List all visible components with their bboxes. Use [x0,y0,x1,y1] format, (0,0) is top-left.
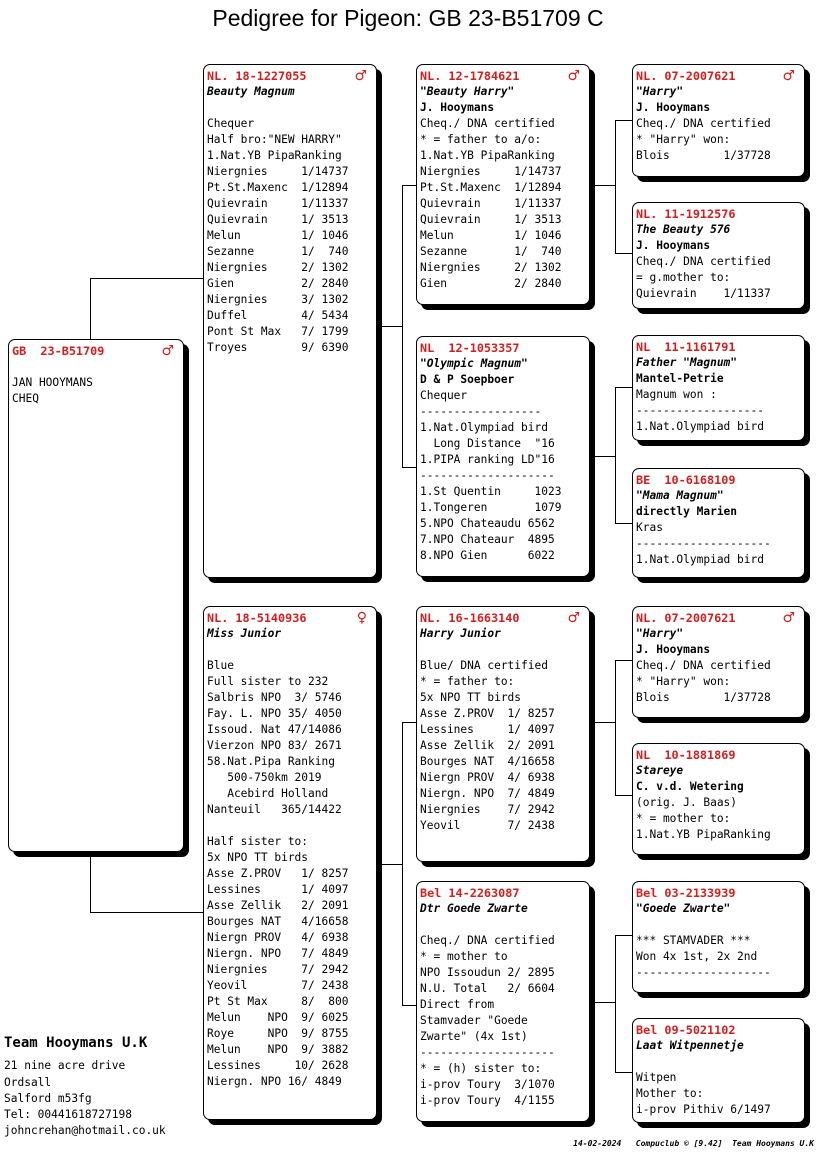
info-line: Pont St Max 7/ 1799 [207,325,349,338]
info-line: Melun NPO 9/ 6025 [207,1011,349,1024]
sire-sire-card[interactable] [416,64,590,305]
info-line: Bourges NAT 4/16658 [420,755,555,768]
info-line: Blois 1/37728 [636,691,771,704]
pigeon-name: "Goede Zwarte" [636,902,731,915]
info-line: NPO Issoudun 2/ 2895 [420,966,555,979]
info-line: Issoud. Nat 47/14086 [207,723,342,736]
info-line: Asse Zellik 2/ 2091 [420,739,555,752]
info-line [12,359,180,375]
connector-line [615,523,633,524]
male-sex-icon: ♂ [161,343,174,359]
ring-number: GB 23-B51709 ♂ [12,343,174,359]
info-line: 1.Nat.YB PipaRanking [207,149,342,162]
info-line: Chequer [420,389,468,402]
breeder-name: directly Marien [636,505,738,518]
info-line: Kras [636,521,663,534]
info-line: Fay. L. NPO 35/ 4050 [207,707,342,720]
info-line: Niergn. NPO 16/ 4849 [207,1075,342,1088]
male-sex-icon: ♂ [567,68,580,84]
info-line: 500-750km 2019 [207,771,322,784]
connector-line [615,935,616,1072]
connector-line [90,912,204,913]
male-sex-icon: ♂ [782,68,795,84]
owner-address-line: 21 nine acre drive [4,1059,126,1072]
info-line: * "Harry" won: [636,133,731,146]
info-line: Direct from [420,998,495,1011]
info-line: Duffel 4/ 5434 [207,309,349,322]
info-line: i-prov Pithiv 6/1497 [636,1103,771,1116]
connector-line [615,120,633,121]
info-line: (orig. J. Baas) [636,796,738,809]
info-line: 5x NPO TT birds [420,691,522,704]
info-line: JAN HOOYMANS [12,376,93,389]
info-line: 1.Nat.YB PipaRanking [420,149,555,162]
info-line: Sezanne 1/ 740 [420,245,562,258]
male-sex-icon: ♂ [782,610,795,626]
ring-number: NL. 16-1663140 ♂ [420,610,580,626]
breeder-name: J. Hooymans [636,239,711,252]
pigeon-name: Miss Junior [207,627,282,640]
info-line: Melun 1/ 1046 [420,229,562,242]
connector-line [590,185,615,186]
info-line: 58.Nat.Pipa Ranking [207,755,335,768]
male-sex-icon: ♂ [354,68,367,84]
dam-dam-dam-card[interactable] [632,1018,805,1123]
sire-card[interactable] [203,64,377,578]
info-line: * = mother to [420,950,508,963]
info-line: -------------------- [636,966,771,979]
info-line [420,917,586,933]
info-line: Blue [207,659,234,672]
ring-number: Bel 09-5021102 [636,1023,736,1037]
info-line: Asse Z.PROV 1/ 8257 [207,867,349,880]
ring-number: NL. 12-1784621 ♂ [420,68,580,84]
sire-sire-dam-card[interactable] [632,202,805,309]
info-line: Half bro:"NEW HARRY" [207,133,342,146]
connector-line [402,1005,417,1006]
breeder-name: J. Hooymans [420,101,495,114]
sire-dam-card[interactable] [416,336,590,577]
info-line: 5x NPO TT birds [207,851,309,864]
info-line: 5.NPO Chateaudu 6562 [420,517,555,530]
pigeon-name: Dtr Goede Zwarte [420,902,528,915]
dam-sire-card[interactable] [416,606,590,862]
info-line: Sezanne 1/ 740 [207,245,349,258]
connector-line [615,120,616,253]
info-line [420,642,586,658]
breeder-name: C. v.d. Wetering [636,780,744,793]
info-line: Niergnies 7/ 2942 [207,963,349,976]
info-line: Cheq./ DNA certified [636,117,771,130]
breeder-name: D & P Soepboer [420,373,515,386]
info-line: Cheq./ DNA certified [420,934,555,947]
info-line: Troyes 9/ 6390 [207,341,349,354]
ring-number: NL. 07-2007621 ♂ [636,610,795,626]
dam-dam-card[interactable] [416,881,590,1122]
info-line: Pt.St.Maxenc 1/12894 [420,181,562,194]
ring-number: NL 10-1881869 [636,748,736,762]
info-line: Pt St Max 8/ 800 [207,995,349,1008]
sire-dam-dam-card[interactable] [632,468,805,578]
info-line: Blois 1/37728 [636,149,771,162]
sire-sire-sire-card[interactable] [632,64,805,177]
info-line: Yeovil 7/ 2438 [420,819,555,832]
info-line: Mother to: [636,1087,704,1100]
connector-line [615,660,633,661]
info-line: ------------------- [636,404,764,417]
connector-line [90,278,204,279]
info-line: Zwarte" (4x 1st) [420,1030,528,1043]
pigeon-name: Stareye [636,764,684,777]
breeder-name: J. Hooymans [636,643,711,656]
connector-line [402,185,403,467]
info-line: Quievrain 1/11337 [420,197,562,210]
info-line: Nanteuil 365/14422 [207,803,342,816]
ring-number: NL 12-1053357 [420,341,520,355]
info-line: Chequer [207,117,255,130]
info-line: Niergn. NPO 7/ 4849 [420,787,555,800]
ring-number: Bel 03-2133939 [636,886,736,900]
info-line: Quievrain 1/ 3513 [207,213,349,226]
info-line: * = father to a/o: [420,133,542,146]
connector-line [402,722,403,1005]
info-line: Witpen [636,1071,677,1084]
connector-line [402,467,417,468]
ring-number: NL. 07-2007621 ♂ [636,68,795,84]
ring-number: NL 11-1161791 [636,340,736,354]
info-line: CHEQ [12,392,39,405]
info-line: Long Distance "16 [420,437,555,450]
info-line: 1.Tongeren 1079 [420,501,562,514]
info-line: * = (h) sister to: [420,1062,542,1075]
owner-phone: Tel: 00441618727198 [4,1108,132,1121]
connector-line [615,387,616,523]
ring-number: Bel 14-2263087 [420,886,520,900]
ring-number: NL. 11-1912576 [636,207,736,221]
info-line: Cheq./ DNA certified [636,255,771,268]
owner-name: Team Hooymans U.K [4,1035,148,1051]
info-line: Lessines 10/ 2628 [207,1059,349,1072]
dam-card[interactable] [203,606,377,1120]
pigeon-name: "Mama Magnum" [636,489,724,502]
info-line: Quievrain 1/ 3513 [420,213,562,226]
info-line: Won 4x 1st, 2x 2nd [636,950,758,963]
sire-dam-sire-card[interactable] [632,335,805,441]
info-line: -------------------- [636,537,771,550]
info-line: 1.Nat.Olympiad bird [420,421,548,434]
info-line [207,100,373,116]
connector-line [615,1072,633,1073]
info-line: * = father to: [420,675,515,688]
connector-line [615,387,633,388]
info-line: Melun 1/ 1046 [207,229,349,242]
info-line: Gien 2/ 2840 [420,277,562,290]
info-line: Stamvader "Goede [420,1014,528,1027]
info-line: i-prov Toury 3/1070 [420,1078,555,1091]
info-line: *** STAMVADER *** [636,934,751,947]
info-line: 1.St Quentin 1023 [420,485,562,498]
footer-credits: 14-02-2024 Compuclub © [9.42] Team Hooymans U.K [573,1139,814,1148]
info-line: Niergn PROV 4/ 6938 [420,771,555,784]
info-line: 1.Nat.Olympiad bird [636,553,764,566]
info-line: N.U. Total 2/ 6604 [420,982,555,995]
info-line: Bourges NAT 4/16658 [207,915,349,928]
connector-line [402,185,417,186]
ring-number: BE 10-6168109 [636,473,736,487]
info-line: Melun NPO 9/ 3882 [207,1043,349,1056]
pigeon-name: "Harry" [636,85,684,98]
pigeon-name: "Beauty Harry" [420,85,515,98]
info-line: Vierzon NPO 83/ 2671 [207,739,342,752]
info-line: Quievrain 1/11337 [636,287,771,300]
pigeon-name: Father "Magnum" [636,356,738,369]
info-line: * "Harry" won: [636,675,731,688]
connector-line [615,253,633,254]
pigeon-name: "Harry" [636,627,684,640]
female-sex-icon: ♀ [356,610,367,626]
info-line: Gien 2/ 2840 [207,277,349,290]
info-line: Cheq./ DNA certified [420,117,555,130]
info-line: Lessines 1/ 4097 [207,883,349,896]
connector-line [590,722,615,723]
connector-line [90,852,91,912]
connector-line [590,1002,615,1003]
ring-number: NL. 18-1227055 ♂ [207,68,367,84]
dam-sire-dam-card[interactable] [632,743,805,855]
connector-line [90,278,91,340]
info-line: * = mother to: [636,812,731,825]
subject-card[interactable] [8,339,184,852]
connector-line [615,660,616,795]
pigeon-name: Beauty Magnum [207,85,295,98]
info-line: 1.Nat.Olympiad bird [636,420,764,433]
info-line: Magnum won : [636,388,717,401]
pigeon-name: Harry Junior [420,627,501,640]
info-line: Niergnies 7/ 2942 [420,803,555,816]
info-line [207,818,373,834]
breeder-name: J. Hooymans [636,101,711,114]
info-line: Niergn PROV 4/ 6938 [207,931,349,944]
info-line: Acebird Holland [207,787,329,800]
info-line: Half sister to: [207,835,309,848]
page-title: Pedigree for Pigeon: GB 23-B51709 C [212,5,604,31]
info-line: 1.PIPA ranking LD"16 [420,453,555,466]
info-line: Quievrain 1/11337 [207,197,349,210]
info-line: Asse Zellik 2/ 2091 [207,899,349,912]
info-line: -------------------- [420,469,555,482]
breeder-name: Mantel-Petrie [636,372,724,385]
info-line: -------------------- [420,1046,555,1059]
info-line: Lessines 1/ 4097 [420,723,555,736]
info-line: Cheq./ DNA certified [636,659,771,672]
info-line: Niergnies 2/ 1302 [207,261,349,274]
info-line: Pt.St.Maxenc 1/12894 [207,181,349,194]
owner-address-line: Salford m53fg [4,1092,92,1105]
connector-line [615,935,633,936]
info-line: Niergnies 1/14737 [420,165,562,178]
info-line: 1.Nat.YB PipaRanking [636,828,771,841]
info-line [636,1054,801,1070]
info-line: Asse Z.PROV 1/ 8257 [420,707,555,720]
owner-email[interactable]: johncrehan@hotmail.co.uk [4,1124,166,1137]
info-line [636,917,801,933]
info-line: ------------------ [420,405,542,418]
info-line: Niergnies 3/ 1302 [207,293,349,306]
info-line: Yeovil 7/ 2438 [207,979,349,992]
ring-number: NL. 18-5140936 ♀ [207,610,367,626]
pigeon-name: The Beauty 576 [636,223,731,236]
info-line: Niergn. NPO 7/ 4849 [207,947,349,960]
connector-line [377,326,402,327]
info-line [207,642,373,658]
owner-address-line: Ordsall [4,1076,52,1089]
info-line: 7.NPO Chateaur 4895 [420,533,555,546]
info-line: Blue/ DNA certified [420,659,548,672]
info-line: Salbris NPO 3/ 5746 [207,691,342,704]
connector-line [615,795,633,796]
connector-line [402,722,417,723]
info-line: Niergnies 2/ 1302 [420,261,562,274]
info-line: i-prov Toury 4/1155 [420,1094,555,1107]
info-line: Roye NPO 9/ 8755 [207,1027,349,1040]
male-sex-icon: ♂ [567,610,580,626]
info-line: = g.mother to: [636,271,731,284]
info-line: 8.NPO Gien 6022 [420,549,555,562]
connector-line [377,864,402,865]
dam-dam-sire-card[interactable] [632,881,805,993]
dam-sire-sire-card[interactable] [632,606,805,718]
pigeon-name: "Olympic Magnum" [420,357,528,370]
connector-line [590,456,615,457]
info-line: Full sister to 232 [207,675,329,688]
pigeon-name: Laat Witpennetje [636,1039,744,1052]
info-line: Niergnies 1/14737 [207,165,349,178]
